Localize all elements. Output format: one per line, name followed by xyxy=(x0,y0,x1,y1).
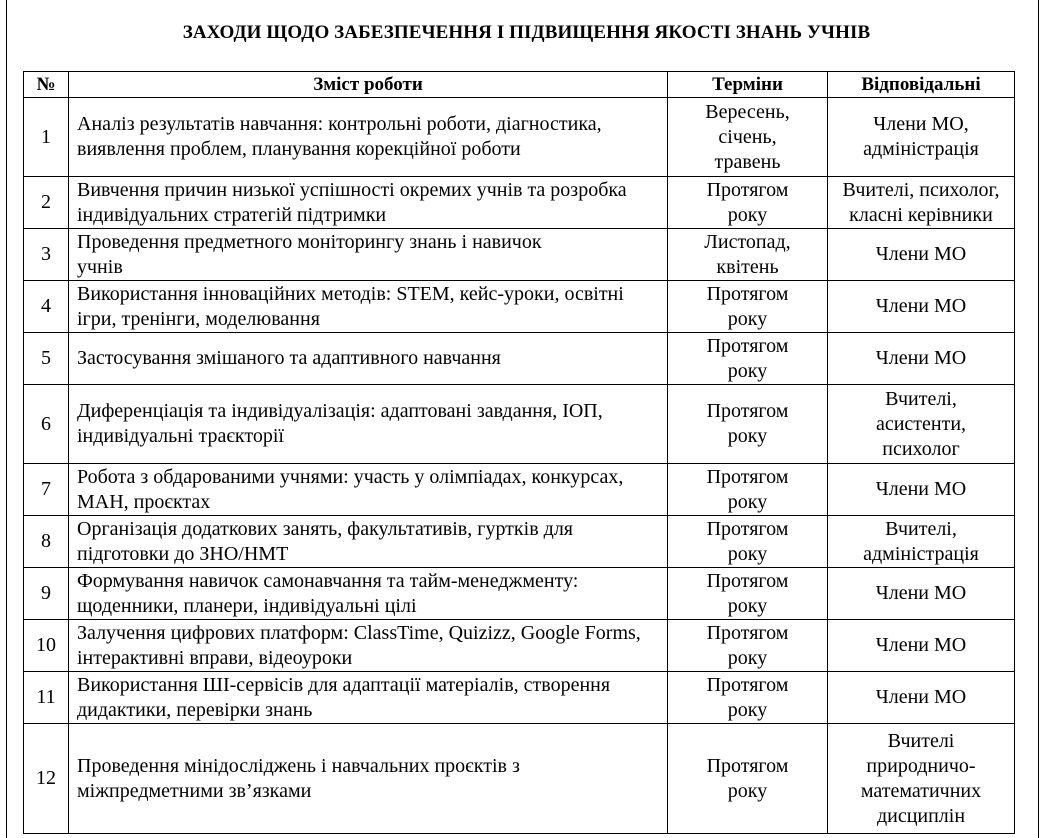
row-content: Робота з обдарованими учнями: участь у олімпіадах, конкурсах, МАН, проєктах xyxy=(69,464,668,516)
row-terms: Протягом року xyxy=(668,281,828,333)
row-number: 5 xyxy=(24,333,69,385)
row-number: 9 xyxy=(24,568,69,620)
row-number: 8 xyxy=(24,516,69,568)
row-content: Використання ШІ-сервісів для адаптації матеріалів, створення дидактики, перевірки знань xyxy=(69,672,668,724)
row-content: Застосування змішаного та адаптивного навчання xyxy=(69,333,668,385)
row-number: 6 xyxy=(24,385,69,464)
row-responsible: Члени МО xyxy=(828,281,1015,333)
table-row xyxy=(24,516,1015,568)
table-row xyxy=(24,672,1015,724)
row-content: Залучення цифрових платформ: ClassTime, Quizizz, Google Forms, інтерактивні вправи, відеоуроки xyxy=(69,620,668,672)
table-row xyxy=(24,464,1015,516)
header-responsible: Відповідальні xyxy=(828,72,1015,98)
row-terms: Протягом року xyxy=(668,620,828,672)
measures-table xyxy=(23,71,1015,834)
row-responsible: Члени МО xyxy=(828,464,1015,516)
row-responsible: Члени МО xyxy=(828,333,1015,385)
row-number: 7 xyxy=(24,464,69,516)
row-responsible: Члени МО xyxy=(828,620,1015,672)
row-content: Організація додаткових занять, факультативів, гуртків для підготовки до ЗНО/НМТ xyxy=(69,516,668,568)
header-content: Зміст роботи xyxy=(69,72,668,98)
row-terms: Протягом року xyxy=(668,464,828,516)
row-responsible: Члени МО xyxy=(828,229,1015,281)
table-row xyxy=(24,385,1015,464)
document-title: ЗАХОДИ ЩОДО ЗАБЕЗПЕЧЕННЯ І ПІДВИЩЕННЯ ЯКОСТІ ЗНАНЬ УЧНІВ xyxy=(182,22,871,43)
row-terms: Протягом року xyxy=(668,672,828,724)
row-number: 4 xyxy=(24,281,69,333)
row-number: 3 xyxy=(24,229,69,281)
row-content: Використання інноваційних методів: STEM, кейс-уроки, освітні ігри, тренінги, моделювання xyxy=(69,281,668,333)
row-terms: Протягом року xyxy=(668,516,828,568)
row-responsible: Вчителі природничо-математичних дисциплін xyxy=(828,724,1015,834)
row-responsible: Члени МО, адміністрація xyxy=(828,98,1015,177)
table-row xyxy=(24,98,1015,177)
row-content: Аналіз результатів навчання: контрольні роботи, діагностика, виявлення проблем, планування корекційної роботи xyxy=(69,98,668,177)
table-header-row xyxy=(24,72,1015,98)
row-responsible: Члени МО xyxy=(828,672,1015,724)
row-content: Диференціація та індивідуалізація: адаптовані завдання, ІОП, індивідуальні траєкторії xyxy=(69,385,668,464)
table-row xyxy=(24,281,1015,333)
row-content: Формування навичок самонавчання та тайм-менеджменту: щоденники, планери, індивідуальні цілі xyxy=(69,568,668,620)
table-row xyxy=(24,229,1015,281)
row-number: 2 xyxy=(24,177,69,229)
row-content: Проведення предметного моніторингу знань і навичок учнів xyxy=(69,229,668,281)
table-row xyxy=(24,568,1015,620)
row-responsible: Вчителі, психолог, класні керівники xyxy=(828,177,1015,229)
table-row xyxy=(24,333,1015,385)
row-content: Вивчення причин низької успішності окремих учнів та розробка індивідуальних стратегій підтримки xyxy=(69,177,668,229)
row-terms: Протягом року xyxy=(668,385,828,464)
table-row xyxy=(24,724,1015,834)
table-row xyxy=(24,620,1015,672)
header-terms: Терміни xyxy=(668,72,828,98)
row-terms: Протягом року xyxy=(668,177,828,229)
row-responsible: Вчителі, асистенти, психолог xyxy=(828,385,1015,464)
row-terms: Листопад, квітень xyxy=(668,229,828,281)
row-terms: Протягом року xyxy=(668,724,828,834)
row-number: 12 xyxy=(24,724,69,834)
row-terms: Вересень, січень, травень xyxy=(668,98,828,177)
row-responsible: Члени МО xyxy=(828,568,1015,620)
row-number: 1 xyxy=(24,98,69,177)
row-responsible: Вчителі, адміністрація xyxy=(828,516,1015,568)
row-terms: Протягом року xyxy=(668,568,828,620)
row-content: Проведення мінідосліджень і навчальних проєктів з міжпредметними зв’язками xyxy=(69,724,668,834)
header-number: № xyxy=(24,72,69,98)
row-number: 10 xyxy=(24,620,69,672)
row-number: 11 xyxy=(24,672,69,724)
row-terms: Протягом року xyxy=(668,333,828,385)
table-row xyxy=(24,177,1015,229)
